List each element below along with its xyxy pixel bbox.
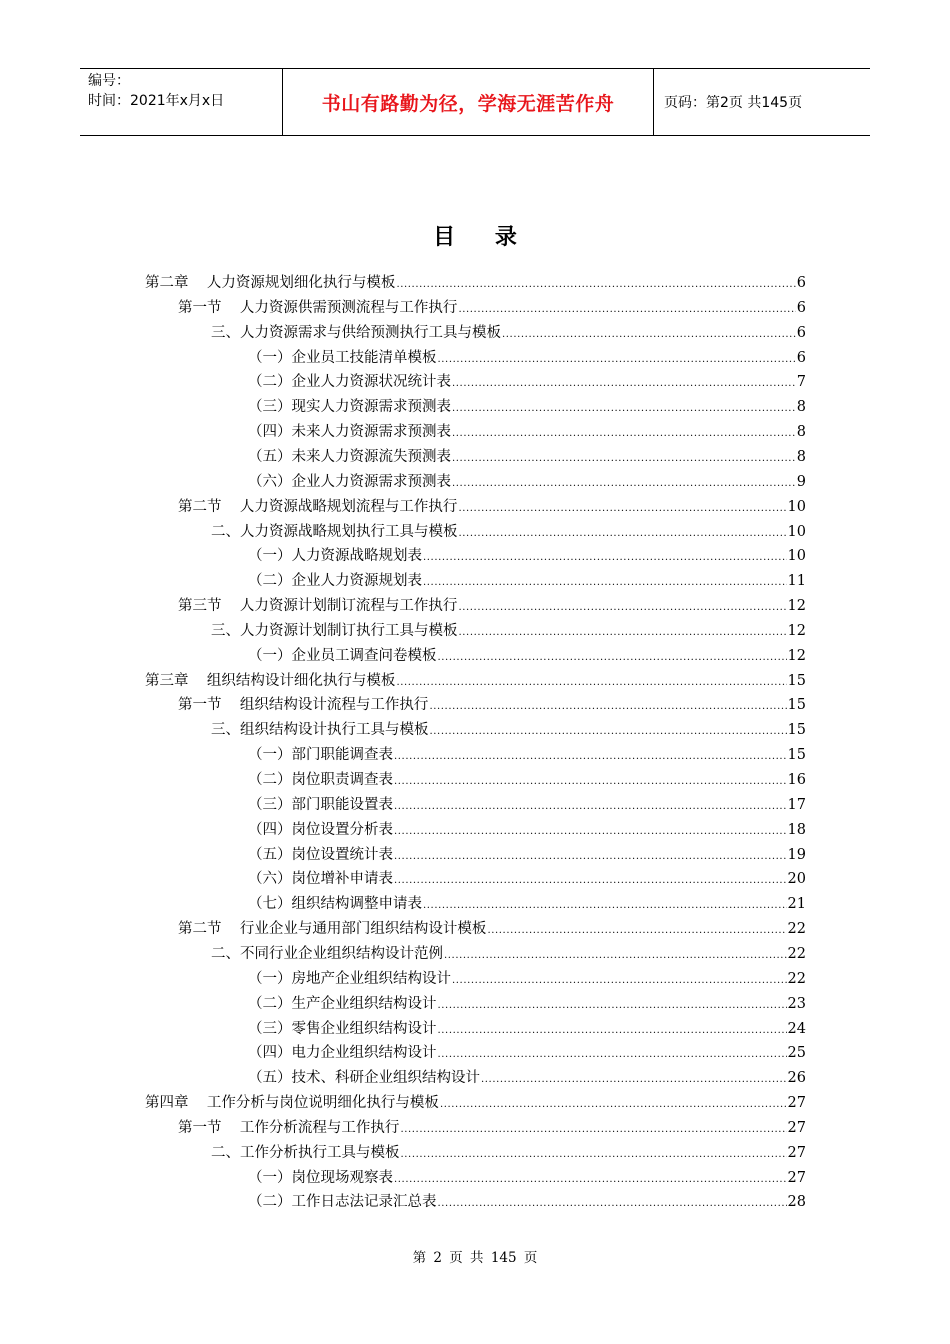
toc-entry[interactable] [248, 768, 806, 792]
toc-entry-page: 27 [787, 1119, 806, 1136]
toc-entry[interactable] [178, 495, 806, 519]
toc-leader-dots [452, 447, 796, 471]
header-motto-cell [282, 69, 654, 135]
toc-entry-title: （二）岗位职责调查表 [248, 772, 393, 788]
toc-entry-title: 第一节 人力资源供需预测流程与工作执行 [178, 299, 458, 316]
toc-entry-title: （一）房地产企业组织结构设计 [248, 970, 451, 987]
toc-entry-title: （三）现实人力资源需求预测表 [248, 399, 451, 416]
toc-entry-page: 23 [787, 995, 806, 1012]
toc-entry-title: 第一节 组织结构设计流程与工作执行 [178, 697, 429, 714]
toc-leader-dots [396, 273, 795, 297]
toc-entry[interactable] [178, 594, 806, 618]
page-footer: 第 2 页 共 145 页 [412, 1250, 538, 1266]
toc-leader-dots [394, 820, 787, 844]
toc-entry-page: 15 [787, 672, 806, 689]
toc-leader-dots [400, 1118, 786, 1142]
toc-leader-dots [452, 969, 787, 993]
toc-entry-title: 第二章 人力资源规划细化执行与模板 [145, 275, 396, 291]
toc-entry[interactable] [248, 743, 806, 767]
toc-entry[interactable] [211, 1141, 806, 1165]
toc-entry-page: 17 [787, 796, 806, 813]
toc-entry-title: （二）企业人力资源状况统计表 [248, 374, 451, 391]
toc-entry-page: 10 [787, 523, 806, 540]
toc-entry-page: 12 [787, 622, 806, 639]
toc-leader-dots [401, 1143, 787, 1167]
toc-leader-dots [458, 497, 786, 521]
toc-entry-page: 11 [787, 573, 806, 590]
toc-leader-dots [502, 323, 796, 347]
toc-entry-page: 8 [796, 448, 806, 465]
toc-leader-dots [444, 944, 787, 968]
document-time-label: 时间：2021年x月x日 [88, 93, 225, 109]
toc-leader-dots [452, 472, 796, 496]
toc-entry[interactable] [248, 793, 806, 817]
toc-entry-page: 8 [796, 399, 806, 416]
toc-entry-title: （三）部门职能设置表 [248, 796, 393, 813]
toc-entry-page: 6 [796, 275, 806, 291]
toc-entry[interactable] [211, 520, 806, 544]
toc-entry-title: （五）技术、科研企业组织结构设计 [248, 1070, 480, 1087]
toc-leader-dots [429, 695, 786, 719]
toc-entry[interactable] [248, 370, 806, 394]
toc-entry-title: （六）岗位增补申请表 [248, 871, 393, 888]
toc-entry-title: （三）零售企业组织结构设计 [248, 1020, 437, 1037]
toc-entry-page: 15 [787, 747, 806, 764]
toc-entry-page: 22 [787, 970, 806, 987]
toc-entry-title: （五）未来人力资源流失预测表 [248, 448, 451, 465]
toc-entry-title: 三、人力资源计划制订执行工具与模板 [211, 622, 458, 639]
toc-entry-title: （一）人力资源战略规划表 [248, 548, 422, 565]
toc-leader-dots [423, 546, 787, 570]
header-page-info-cell [654, 69, 870, 135]
toc-leader-dots [459, 522, 787, 546]
toc-entry[interactable] [211, 619, 806, 643]
toc-entry-title: 二、不同行业企业组织结构设计范例 [211, 945, 443, 962]
toc-entry-page: 7 [796, 374, 806, 391]
document-header [80, 68, 870, 136]
toc-leader-dots [438, 348, 796, 372]
toc-entry-page: 18 [787, 821, 806, 838]
toc-entry-title: （一）企业员工调查问卷模板 [248, 647, 437, 664]
toc-leader-dots [394, 869, 787, 893]
toc-entry-title: （四）电力企业组织结构设计 [248, 1045, 437, 1062]
toc-entry[interactable] [178, 917, 806, 941]
toc-entry[interactable] [248, 470, 806, 494]
toc-entry[interactable] [248, 395, 806, 419]
toc-entry[interactable] [248, 1190, 806, 1214]
toc-entry[interactable] [178, 1116, 806, 1140]
toc-entry-title: （一）部门职能调查表 [248, 747, 393, 764]
toc-entry-page: 8 [796, 424, 806, 441]
toc-entry-title: 三、组织结构设计执行工具与模板 [211, 722, 429, 739]
toc-entry[interactable] [145, 669, 806, 693]
toc-entry-page: 22 [787, 921, 806, 938]
toc-leader-dots [423, 894, 787, 918]
toc-entry-title: （二）工作日志法记录汇总表 [248, 1194, 437, 1211]
toc-entry-page: 22 [787, 945, 806, 962]
toc-entry-page: 15 [787, 722, 806, 739]
toc-entry[interactable] [248, 992, 806, 1016]
toc-entry-page: 26 [787, 1070, 806, 1087]
toc-entry-title: （六）企业人力资源需求预测表 [248, 473, 451, 490]
toc-leader-dots [438, 646, 787, 670]
toc-leader-dots [452, 422, 796, 446]
toc-leader-dots [459, 621, 787, 645]
toc-leader-dots [487, 919, 786, 943]
toc-entry[interactable] [248, 867, 806, 891]
toc-entry[interactable] [248, 967, 806, 991]
toc-entry-title: （五）岗位设置统计表 [248, 846, 393, 863]
toc-entry[interactable] [145, 271, 806, 295]
toc-entry[interactable] [248, 420, 806, 444]
toc-entry[interactable] [248, 818, 806, 842]
toc-entry-title: 第二节 人力资源战略规划流程与工作执行 [178, 498, 458, 515]
toc-entry-title: 第三章 组织结构设计细化执行与模板 [145, 672, 396, 689]
header-meta [80, 69, 282, 135]
toc-leader-dots [440, 1093, 787, 1117]
toc-entry-page: 27 [787, 1144, 806, 1161]
toc-entry-page: 21 [787, 896, 806, 913]
toc-entry-title: （二）生产企业组织结构设计 [248, 995, 437, 1012]
toc-title: 目 录 [433, 224, 533, 250]
toc-entry-title: 二、工作分析执行工具与模板 [211, 1144, 400, 1161]
toc-entry[interactable] [211, 942, 806, 966]
toc-leader-dots [481, 1068, 787, 1092]
toc-entry-page: 24 [787, 1020, 806, 1037]
toc-leader-dots [423, 571, 787, 595]
toc-entry-title: （一）企业员工技能清单模板 [248, 349, 437, 366]
toc-entry-page: 15 [787, 697, 806, 714]
toc-leader-dots [438, 1043, 787, 1067]
toc-entry[interactable] [248, 1166, 806, 1190]
toc-entry-page: 6 [796, 324, 806, 341]
toc-entry-page: 27 [787, 1095, 806, 1112]
toc-entry-title: （一）岗位现场观察表 [248, 1169, 393, 1186]
toc-leader-dots [438, 1019, 787, 1043]
toc-entry-title: 第一节 工作分析流程与工作执行 [178, 1119, 400, 1136]
toc-leader-dots [394, 770, 787, 794]
toc-entry-page: 10 [787, 498, 806, 515]
header-page-info: 页码：第2页 共145页 [664, 95, 803, 111]
toc-leader-dots [394, 845, 787, 869]
toc-entry[interactable] [248, 843, 806, 867]
toc-entry-page: 28 [787, 1194, 806, 1211]
toc-entry-title: （七）组织结构调整申请表 [248, 896, 422, 913]
toc-leader-dots [458, 298, 795, 322]
toc-entry-page: 10 [787, 548, 806, 565]
toc-entry-title: 三、人力资源需求与供给预测执行工具与模板 [211, 324, 501, 341]
toc-leader-dots [394, 1168, 787, 1192]
toc-entry-page: 16 [787, 772, 806, 788]
toc-leader-dots [394, 795, 787, 819]
toc-entry-title: （四）岗位设置分析表 [248, 821, 393, 838]
toc-entry-page: 19 [787, 846, 806, 863]
toc-leader-dots [452, 397, 796, 421]
toc-entry-page: 20 [787, 871, 806, 888]
toc-leader-dots [430, 720, 787, 744]
toc-entry[interactable] [248, 445, 806, 469]
toc-entry-title: 第二节 行业企业与通用部门组织结构设计模板 [178, 921, 487, 938]
toc-entry-title: 第四章 工作分析与岗位说明细化执行与模板 [145, 1095, 439, 1112]
toc-leader-dots [438, 1192, 787, 1216]
toc-entry-title: （四）未来人力资源需求预测表 [248, 424, 451, 441]
toc-entry-page: 12 [787, 647, 806, 664]
toc-entry[interactable] [248, 644, 806, 668]
toc-entry[interactable] [248, 1017, 806, 1041]
toc-entry-page: 25 [787, 1045, 806, 1062]
toc-entry-title: 第三节 人力资源计划制订流程与工作执行 [178, 598, 458, 615]
toc-entry[interactable] [248, 569, 806, 593]
toc-entry[interactable] [248, 1041, 806, 1065]
toc-entry[interactable] [145, 1091, 806, 1115]
toc-leader-dots [396, 671, 786, 695]
toc-entry[interactable] [248, 544, 806, 568]
toc-leader-dots [394, 745, 787, 769]
toc-entry[interactable] [248, 346, 806, 370]
toc-entry-page: 6 [796, 299, 806, 316]
toc-entry[interactable] [178, 693, 806, 717]
header-motto: 书山有路勤为径，学海无涯苦作舟 [321, 92, 615, 115]
toc-entry-title: 二、人力资源战略规划执行工具与模板 [211, 523, 458, 540]
toc-entry[interactable] [248, 892, 806, 916]
toc-leader-dots [452, 372, 796, 396]
toc-leader-dots [438, 994, 787, 1018]
toc-entry-page: 9 [796, 473, 806, 490]
toc-entry[interactable] [178, 296, 806, 320]
toc-entry-page: 6 [796, 349, 806, 366]
toc-entry[interactable] [211, 321, 806, 345]
toc-entry[interactable] [248, 1066, 806, 1090]
toc-leader-dots [458, 596, 786, 620]
toc-entry[interactable] [211, 718, 806, 742]
document-number-label: 编号： [88, 73, 130, 89]
toc-entry-title: （二）企业人力资源规划表 [248, 573, 422, 590]
toc-entry-page: 12 [787, 598, 806, 615]
toc-entry-page: 27 [787, 1169, 806, 1186]
